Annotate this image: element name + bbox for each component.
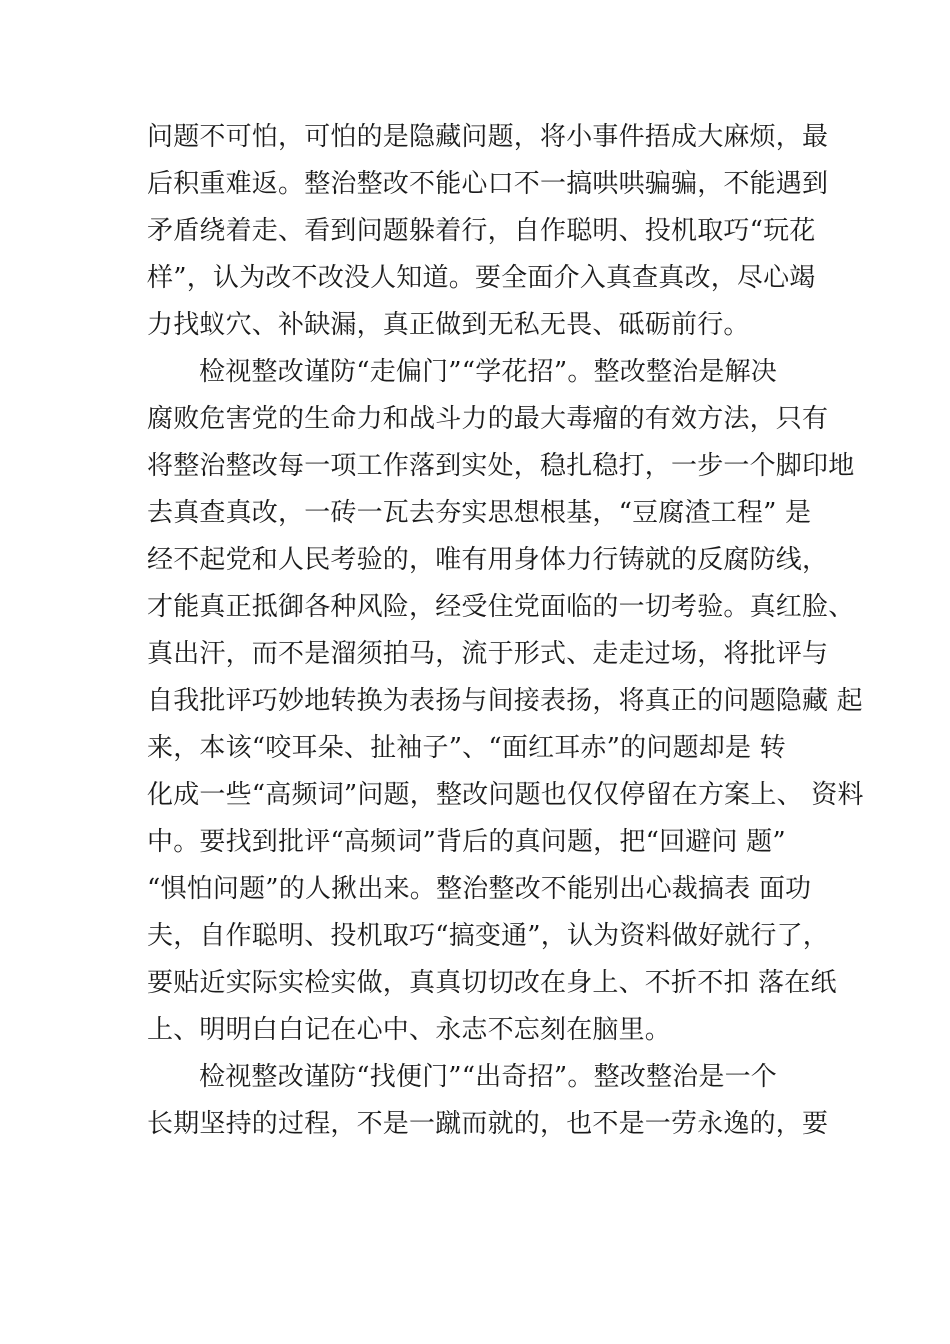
text-line: 样”，认为改不改没人知道。要全面介入真查真改，尽心竭	[147, 263, 816, 293]
text-line: 真出汗，而不是溜须拍马，流于形式、走走过场，将批评与	[147, 639, 829, 669]
text-line: 经不起党和人民考验的，唯有用身体力行铸就的反腐防线，	[147, 545, 829, 575]
text-line: 矛盾绕着走、看到问题躲着行，自作聪明、投机取巧“玩花	[147, 216, 816, 246]
text-line: “惧怕问题”的人揪出来。整治整改不能别出心裁搞表 面功	[147, 874, 812, 904]
text-line: 力找蚁穴、补缺漏，真正做到无私无畏、砥砺前行。	[147, 310, 750, 340]
text-line: 中。要找到批评“高频词”背后的真问题，把“回避问 题”	[147, 827, 786, 857]
text-line: 问题不可怕，可怕的是隐藏问题，将小事件捂成大麻烦，最	[147, 122, 829, 152]
text-line: 自我批评巧妙地转换为表扬与间接表扬，将真正的问题隐藏 起	[147, 686, 863, 716]
text-line: 腐败危害党的生命力和战斗力的最大毒瘤的有效方法，只有	[147, 404, 829, 434]
paragraph-start-line: 检视整改谨防“找便门”“出奇招”。整改整治是一个	[199, 1062, 777, 1092]
paragraph-start-line: 检视整改谨防“走偏门”“学花招”。整改整治是解决	[199, 357, 777, 387]
text-line: 化成一些“高频词”问题，整改问题也仅仅停留在方案上、 资料	[147, 780, 864, 810]
text-line: 要贴近实际实检实做，真真切切改在身上、不折不扣 落在纸	[147, 968, 837, 998]
text-line: 来，本该“咬耳朵、扯袖子”、“面红耳赤”的问题却是 转	[147, 733, 786, 763]
text-line: 才能真正抵御各种风险，经受住党面临的一切考验。真红脸、	[147, 592, 855, 622]
text-line: 后积重难返。整治整改不能心口不一搞哄哄骗骗，不能遇到	[147, 169, 829, 199]
text-line: 上、明明白白记在心中、永志不忘刻在脑里。	[147, 1015, 672, 1045]
text-line: 将整治整改每一项工作落到实处，稳扎稳打，一步一个脚印地	[147, 451, 855, 481]
body-text	[147, 114, 864, 1148]
text-line: 夫，自作聪明、投机取巧“搞变通”，认为资料做好就行了，	[147, 921, 829, 951]
text-line: 去真查真改，一砖一瓦去夯实思想根基，“豆腐渣工程” 是	[147, 498, 812, 528]
text-line: 长期坚持的过程，不是一蹴而就的，也不是一劳永逸的，要	[147, 1109, 829, 1139]
